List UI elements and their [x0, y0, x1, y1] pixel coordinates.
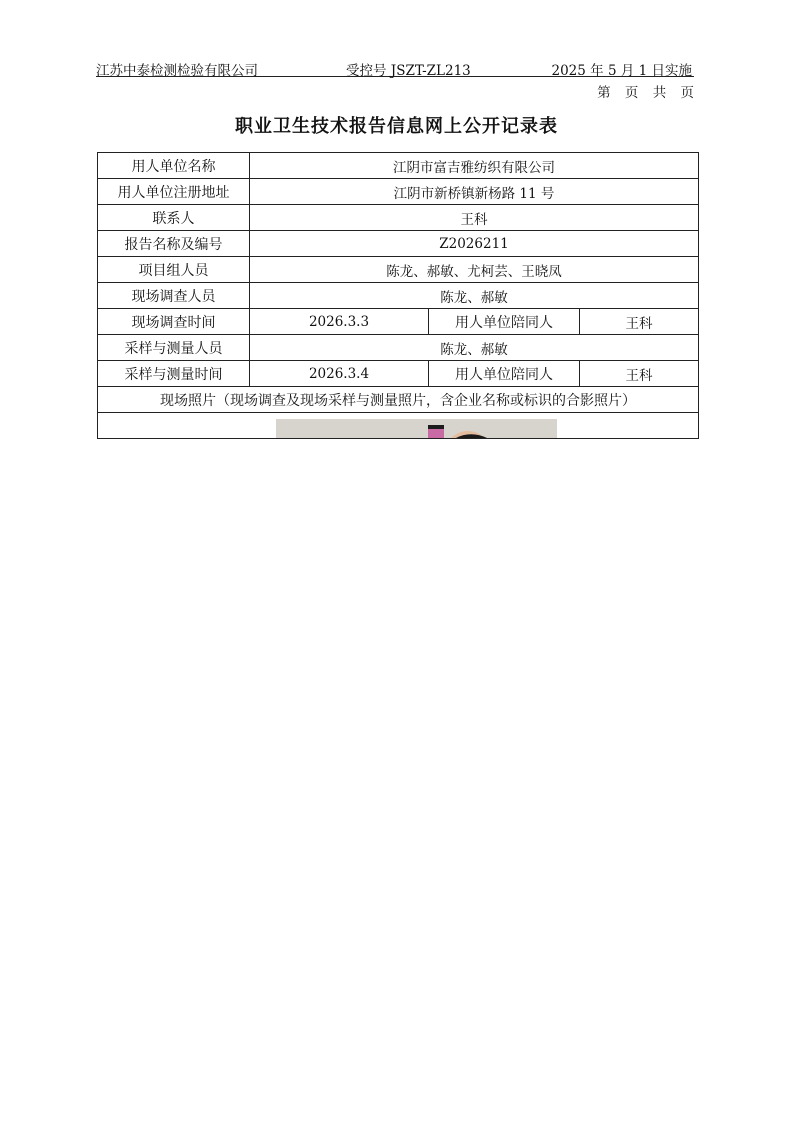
- survey-time-label: 现场调查时间: [98, 309, 250, 335]
- table-row: [98, 257, 699, 283]
- site-photo-large: [276, 419, 557, 439]
- sampling-staff-label: 采样与测量人员: [98, 335, 250, 361]
- report-value: Z2026211: [250, 231, 699, 257]
- survey-companion-label: 用人单位陪同人: [429, 309, 580, 335]
- employer-name-label: 用人单位名称: [98, 153, 250, 179]
- header-doc-code: 受控号 JSZT-ZL213: [346, 63, 471, 79]
- survey-time-value: 2026.3.3: [250, 309, 429, 335]
- header-effective-date: 2025 年 5 月 1 日实施: [551, 63, 692, 79]
- table-row: [98, 231, 699, 257]
- table-row: [98, 205, 699, 231]
- page-title: 职业卫生技术报告信息网上公开记录表: [235, 116, 558, 137]
- document-header: [96, 58, 694, 77]
- page-info: 第 页 共 页: [597, 85, 694, 101]
- table-row: [98, 335, 699, 361]
- report-label: 报告名称及编号: [98, 231, 250, 257]
- table-row: [98, 283, 699, 309]
- project-team-value: 陈龙、郝敏、尤柯芸、王晓凤: [250, 257, 699, 283]
- employer-address-label: 用人单位注册地址: [98, 179, 250, 205]
- table-row: [98, 413, 699, 439]
- project-team-label: 项目组人员: [98, 257, 250, 283]
- sampling-companion-value: 王科: [580, 361, 699, 387]
- photos-cell: [98, 413, 699, 439]
- table-row: [98, 387, 699, 413]
- sampling-time-label: 采样与测量时间: [98, 361, 250, 387]
- survey-staff-label: 现场调查人员: [98, 283, 250, 309]
- table-row: [98, 179, 699, 205]
- contact-value: 王科: [250, 205, 699, 231]
- table-row: [98, 153, 699, 179]
- employer-name-value: 江阴市富吉雅纺织有限公司: [250, 153, 699, 179]
- employer-address-value: 江阴市新桥镇新杨路 11 号: [250, 179, 699, 205]
- sampling-companion-label: 用人单位陪同人: [429, 361, 580, 387]
- survey-staff-value: 陈龙、郝敏: [250, 283, 699, 309]
- contact-label: 联系人: [98, 205, 250, 231]
- table-row: [98, 309, 699, 335]
- table-row: [98, 361, 699, 387]
- survey-companion-value: 王科: [580, 309, 699, 335]
- header-company: 江苏中泰检测检验有限公司: [96, 63, 258, 79]
- sampling-staff-value: 陈龙、郝敏: [250, 335, 699, 361]
- photos-caption: 现场照片（现场调查及现场采样与测量照片，含企业名称或标识的合影照片）: [98, 387, 699, 413]
- sampling-time-value: 2026.3.4: [250, 361, 429, 387]
- record-table: [97, 152, 699, 439]
